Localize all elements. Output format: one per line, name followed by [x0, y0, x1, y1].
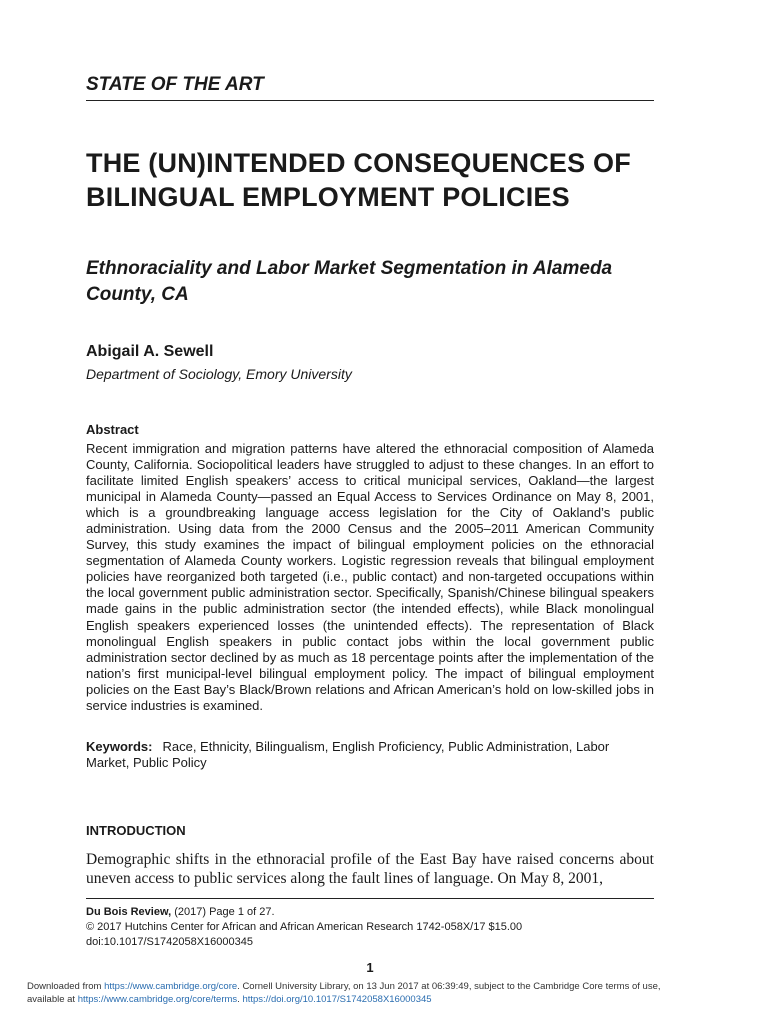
- section-divider: [86, 100, 654, 101]
- page-number: 1: [366, 960, 374, 975]
- abstract-heading: Abstract: [86, 422, 139, 437]
- journal-footer: [86, 905, 522, 950]
- introduction-text: Demographic shifts in the ethnoracial profile of the East Bay have raised concerns about uneven access to public services along the fault lines of language. On May 8, 2001,: [86, 851, 654, 887]
- copyright-line: © 2017 Hutchins Center for African and African American Research 1742-058X/17 $15.00: [86, 921, 523, 933]
- abstract-text: Recent immigration and migration patterns have altered the ethnoracial composition of Alameda County, California. Sociopolitical leaders have struggled to adjust to these changes. In an effort to facilitate limited English speakers’ access to critical municipal services, Oakland—the largest municipal in Alameda County—passed an Equal Access to Services Ordinance on May 8, 2001, which is a groundbreaking language access legislation for the City of Oakland’s public administration. Using data from the 2000 Census and the 2005–2011 American Community Survey, this study examines the impact of bilingual employment policies on the ethnoracial segmentation of Alameda County workers. Logistic regression reveals that bilingual employment policies have reorganized both targeted (i.e., public contact) and non-targeted occupations within the local government public administration sector. Specifically, Spanish/Chinese bilingual speakers made gains in the public administration sector (the intended effects), while Black monolingual English speakers experienced losses (the unintended effects). The representation of Black monolingual English speakers in public contact jobs within the local government public administration sector declined by as much as 18 percentage points after the implementation of the nation’s first municipal-level bilingual employment policy. The impact of bilingual employment policies on the East Bay’s Black/Brown relations and African American’s hold on low-skilled jobs in service industries is examined.: [86, 441, 654, 713]
- section-label: STATE OF THE ART: [86, 74, 264, 95]
- cambridge-core-link[interactable]: https://www.cambridge.org/core: [104, 981, 238, 992]
- doi-link[interactable]: https://doi.org/10.1017/S1742058X16000345: [242, 993, 432, 1005]
- terms-link[interactable]: https://www.cambridge.org/core/terms: [77, 993, 238, 1005]
- keywords: [86, 739, 654, 771]
- article-subtitle: Ethnoraciality and Labor Market Segmentation in Alameda County, CA: [86, 258, 613, 305]
- download-prefix: Downloaded from: [27, 981, 105, 992]
- introduction-heading: INTRODUCTION: [86, 823, 186, 838]
- download-prefix-2: available at: [27, 993, 78, 1005]
- keywords-label: Keywords:: [86, 739, 153, 754]
- download-info: . Cornell University Library, on 13 Jun 2017 at 06:39:49, subject to the Cambridge Core terms of use,: [237, 981, 661, 992]
- doi-line: doi:10.1017/S1742058X16000345: [86, 936, 253, 948]
- journal-issue: (2017) Page 1 of 27.: [174, 906, 275, 918]
- download-notice: [27, 981, 661, 1006]
- keywords-list: Race, Ethnicity, Bilingualism, English Proficiency, Public Administration, Labor Market, Public Policy: [86, 739, 610, 770]
- journal-name: Du Bois Review,: [86, 906, 172, 918]
- article-title: THE (UN)INTENDED CONSEQUENCES OF BILINGUAL EMPLOYMENT POLICIES: [86, 148, 631, 212]
- footer-divider: [86, 898, 654, 899]
- author-name: Abigail A. Sewell: [86, 343, 214, 360]
- download-separator: .: [237, 993, 243, 1005]
- author-affiliation: Department of Sociology, Emory University: [86, 366, 352, 382]
